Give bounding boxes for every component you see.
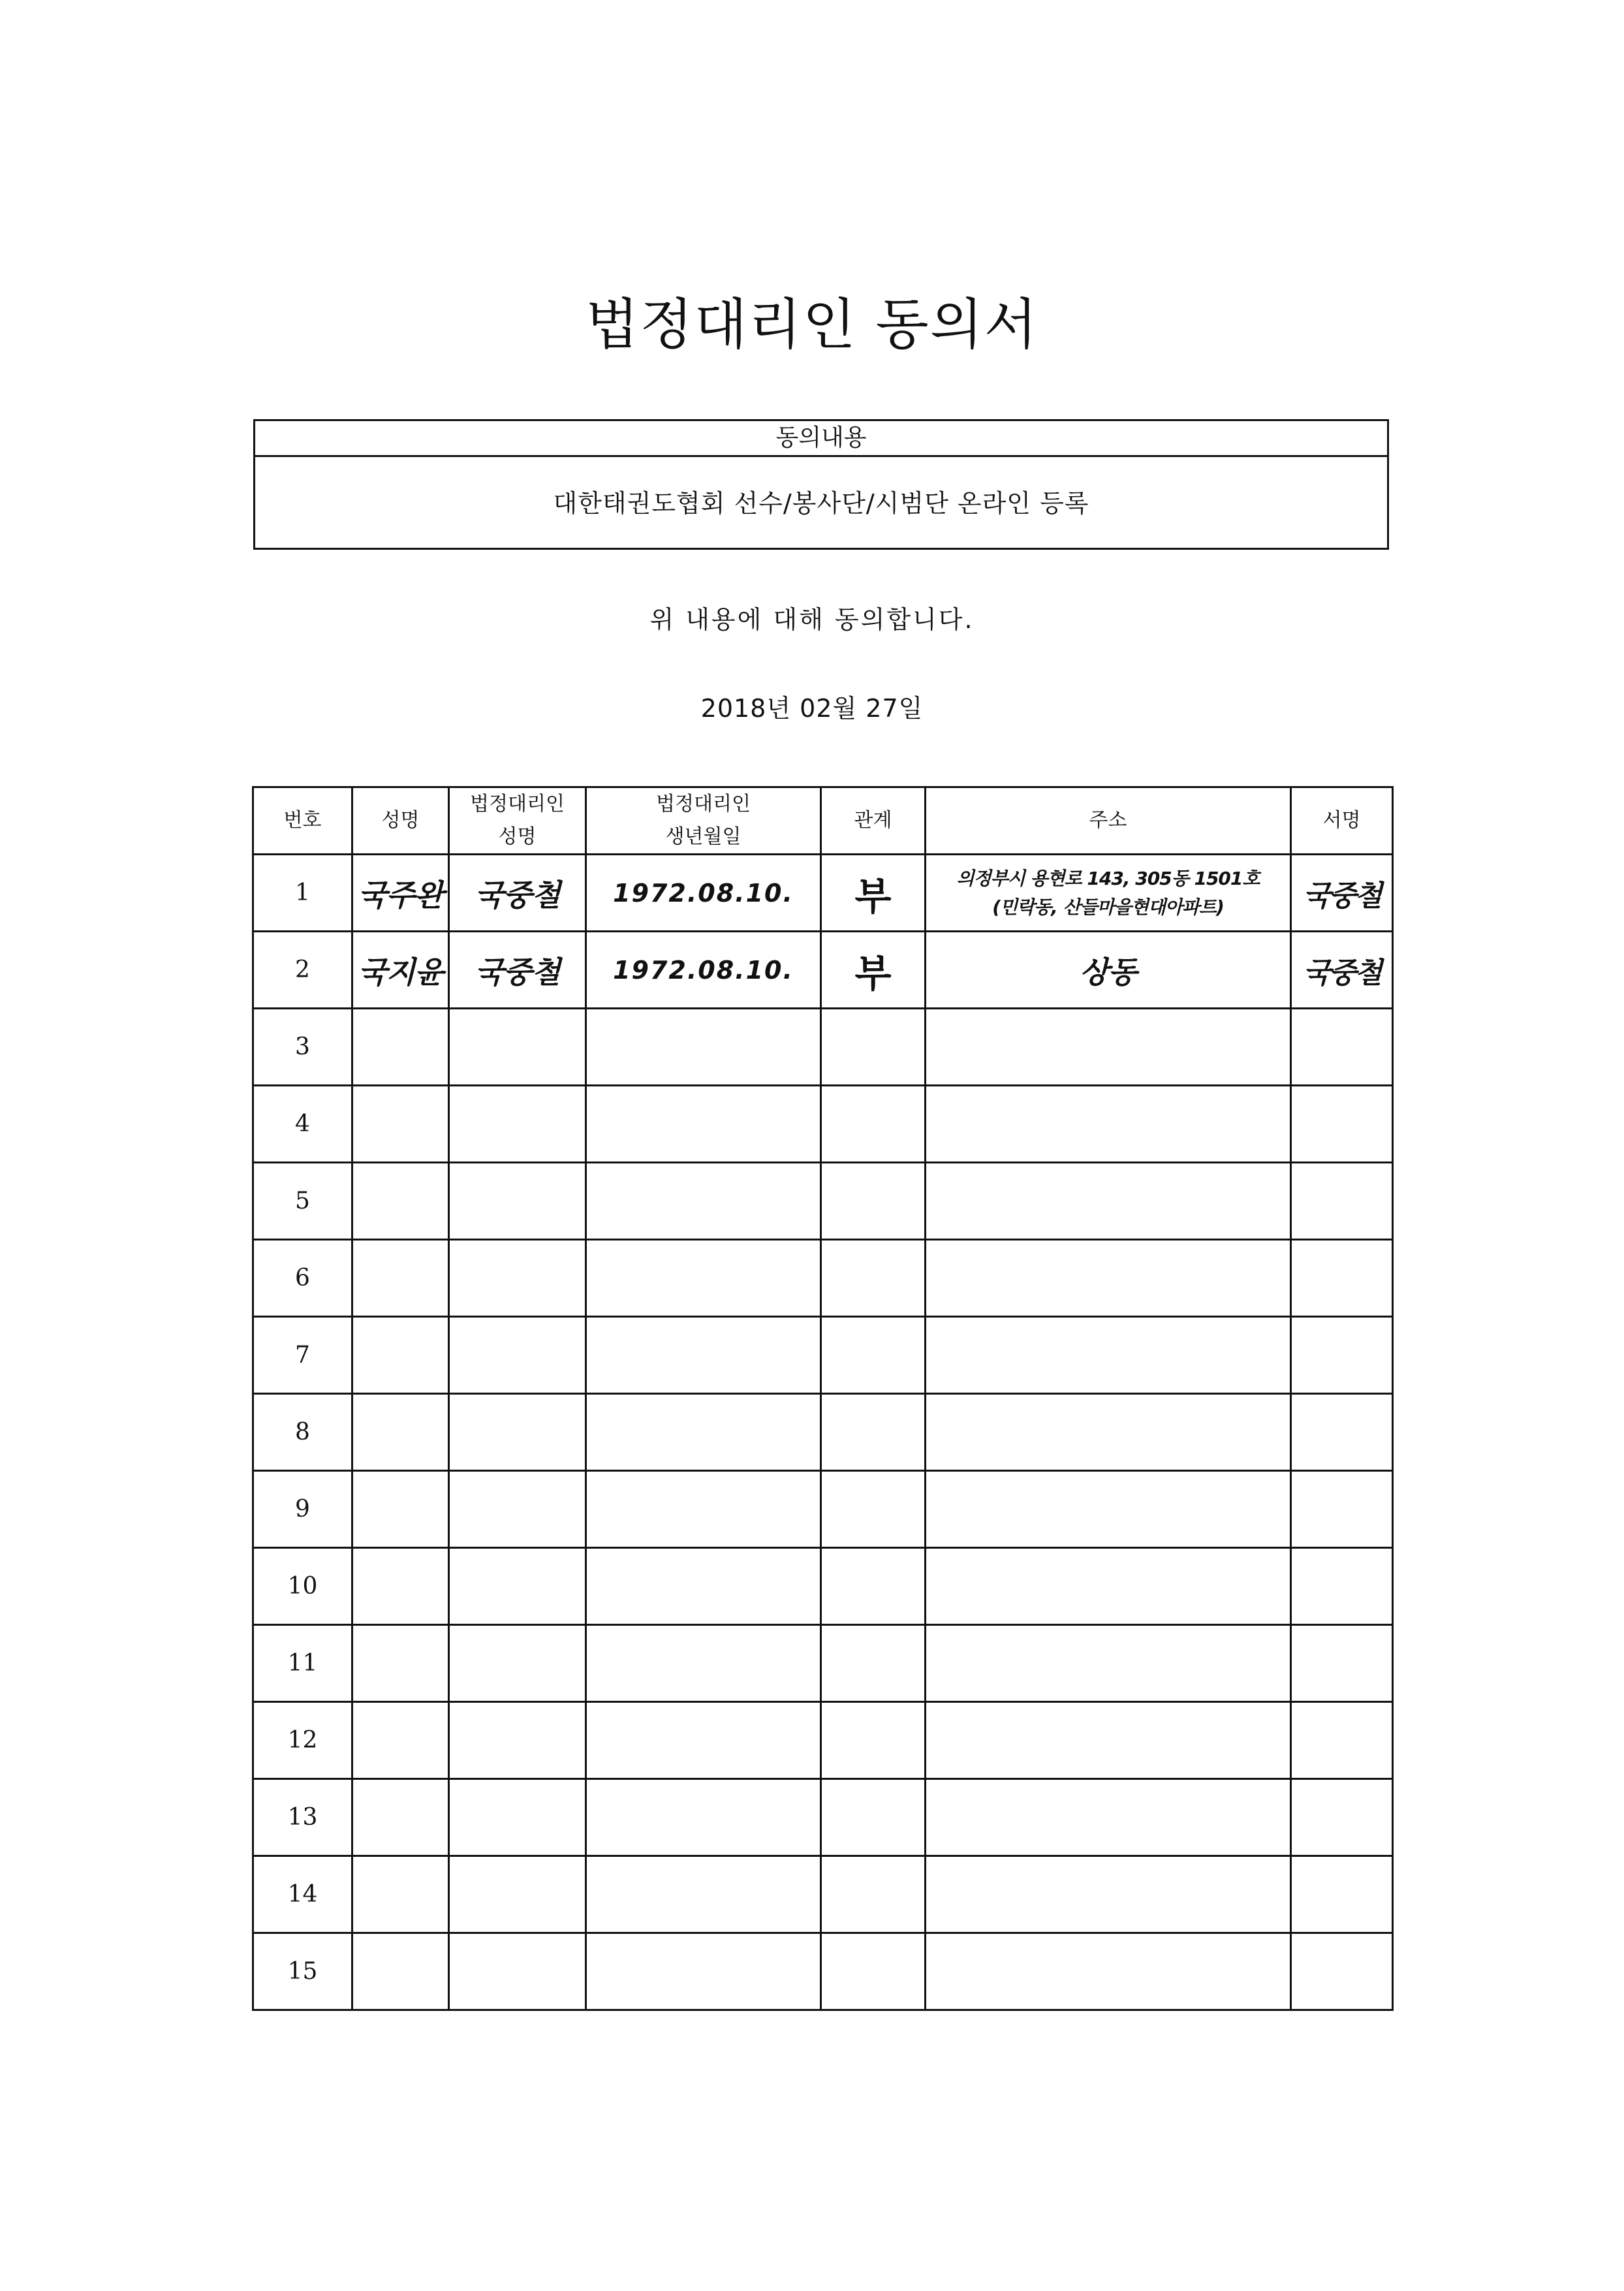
signature xyxy=(1291,1240,1393,1317)
guardian-birth-date: 1972.08.10. xyxy=(586,932,821,1009)
address-line-1: 의정부시 용현로 143, 305동 1501호 xyxy=(956,867,1260,889)
signature xyxy=(1291,1933,1393,2010)
header-relation: 관계 xyxy=(821,787,926,855)
guardian-name xyxy=(449,1471,586,1548)
student-name xyxy=(352,1009,449,1086)
table-header-row xyxy=(253,787,1393,855)
signature xyxy=(1291,1086,1393,1163)
student-name xyxy=(352,1779,449,1856)
guardian-name xyxy=(449,1856,586,1933)
student-name xyxy=(352,1317,449,1394)
header-guardian-name xyxy=(449,787,586,855)
row-number: 3 xyxy=(253,1009,352,1086)
header-no: 번호 xyxy=(253,787,352,855)
guardian-name xyxy=(449,1240,586,1317)
guardian-birth-date xyxy=(586,1317,821,1394)
row-number: 15 xyxy=(253,1933,352,2010)
guardian-name xyxy=(449,1933,586,2010)
consent-content-text: 대한태권도협회 선수/봉사단/시범단 온라인 등록 xyxy=(553,489,1089,518)
table-row xyxy=(253,1856,1393,1933)
guardian-name xyxy=(449,1086,586,1163)
signature xyxy=(1291,1163,1393,1240)
signature xyxy=(1291,1317,1393,1394)
guardian-birth-date xyxy=(586,1702,821,1779)
guardian-birth-date xyxy=(586,1009,821,1086)
relation: 부 xyxy=(821,855,926,932)
address xyxy=(926,1933,1291,2010)
guardian-name xyxy=(449,1702,586,1779)
guardian-birth-date xyxy=(586,1856,821,1933)
relation xyxy=(821,1548,926,1625)
address xyxy=(926,1625,1291,1702)
guardian-birth-date xyxy=(586,1471,821,1548)
signature xyxy=(1291,1471,1393,1548)
relation xyxy=(821,1625,926,1702)
relation xyxy=(821,1317,926,1394)
address xyxy=(926,1009,1291,1086)
guardian-birth-date xyxy=(586,1933,821,2010)
address xyxy=(926,1317,1291,1394)
signature xyxy=(1291,1625,1393,1702)
row-number: 14 xyxy=(253,1856,352,1933)
row-number: 11 xyxy=(253,1625,352,1702)
address xyxy=(926,855,1291,932)
table-row xyxy=(253,855,1393,932)
guardian-name xyxy=(449,1548,586,1625)
guardian-name xyxy=(449,1394,586,1471)
document-title: 법정대리인 동의서 xyxy=(586,292,1038,356)
relation xyxy=(821,1933,926,2010)
signature xyxy=(1291,1779,1393,1856)
signature xyxy=(1291,1009,1393,1086)
table-row xyxy=(253,1548,1393,1625)
relation xyxy=(821,1240,926,1317)
address xyxy=(926,1163,1291,1240)
table-row xyxy=(253,1317,1393,1394)
student-name xyxy=(352,1240,449,1317)
relation xyxy=(821,1086,926,1163)
row-number: 2 xyxy=(253,932,352,1009)
row-number: 8 xyxy=(253,1394,352,1471)
student-name xyxy=(352,1933,449,2010)
header-guardian-name-text: 법정대리인 성명 xyxy=(470,793,565,848)
row-number: 9 xyxy=(253,1471,352,1548)
row-number: 10 xyxy=(253,1548,352,1625)
guardian-name xyxy=(449,1625,586,1702)
student-name: 국주완 xyxy=(352,855,449,932)
student-name xyxy=(352,1086,449,1163)
guardian-name xyxy=(449,1163,586,1240)
row-number: 1 xyxy=(253,855,352,932)
table-row xyxy=(253,932,1393,1009)
guardian-birth-date xyxy=(586,1163,821,1240)
signature xyxy=(1291,1702,1393,1779)
row-number: 12 xyxy=(253,1702,352,1779)
guardian-name xyxy=(449,1779,586,1856)
address: 상동 xyxy=(926,932,1291,1009)
student-name xyxy=(352,1394,449,1471)
relation xyxy=(821,1779,926,1856)
guardian-name: 국중철 xyxy=(449,932,586,1009)
guardian-birth-date xyxy=(586,1625,821,1702)
signature xyxy=(1291,1548,1393,1625)
relation xyxy=(821,1856,926,1933)
relation xyxy=(821,1394,926,1471)
address-line-2: (민락동, 산들마을현대아파트) xyxy=(992,896,1224,918)
guardian-birth-date xyxy=(586,1394,821,1471)
student-name xyxy=(352,1471,449,1548)
table-row xyxy=(253,1471,1393,1548)
address xyxy=(926,1394,1291,1471)
student-name xyxy=(352,1625,449,1702)
table-row xyxy=(253,1163,1393,1240)
table-row xyxy=(253,1240,1393,1317)
guardian-birth-date xyxy=(586,1240,821,1317)
relation xyxy=(821,1163,926,1240)
address xyxy=(926,1779,1291,1856)
signature xyxy=(1291,1856,1393,1933)
relation xyxy=(821,1009,926,1086)
consent-date: 2018년 02월 27일 xyxy=(700,694,924,723)
table-row xyxy=(253,1702,1393,1779)
guardian-name xyxy=(449,1009,586,1086)
guardian-name: 국중철 xyxy=(449,855,586,932)
header-guardian-birth xyxy=(586,787,821,855)
header-name: 성명 xyxy=(352,787,449,855)
student-name xyxy=(352,1702,449,1779)
student-name: 국지윤 xyxy=(352,932,449,1009)
row-number: 6 xyxy=(253,1240,352,1317)
guardian-birth-date: 1972.08.10. xyxy=(586,855,821,932)
row-number: 4 xyxy=(253,1086,352,1163)
header-guardian-birth-text: 법정대리인 생년월일 xyxy=(656,793,751,848)
guardian-birth-date xyxy=(586,1779,821,1856)
consent-content-box xyxy=(253,419,1389,550)
table-row xyxy=(253,1086,1393,1163)
relation xyxy=(821,1471,926,1548)
student-name xyxy=(352,1163,449,1240)
address xyxy=(926,1471,1291,1548)
guardian-name xyxy=(449,1317,586,1394)
address xyxy=(926,1240,1291,1317)
address xyxy=(926,1702,1291,1779)
row-number: 7 xyxy=(253,1317,352,1394)
table-row xyxy=(253,1394,1393,1471)
row-number: 5 xyxy=(253,1163,352,1240)
header-signature: 서명 xyxy=(1291,787,1393,855)
student-name xyxy=(352,1548,449,1625)
table-row xyxy=(253,1779,1393,1856)
signature xyxy=(1291,1394,1393,1471)
header-address: 주소 xyxy=(926,787,1291,855)
guardian-birth-date xyxy=(586,1086,821,1163)
consent-content-header: 동의내용 xyxy=(255,421,1387,457)
relation xyxy=(821,1702,926,1779)
relation: 부 xyxy=(821,932,926,1009)
address xyxy=(926,1086,1291,1163)
address xyxy=(926,1548,1291,1625)
table-row xyxy=(253,1933,1393,2010)
agreement-statement: 위 내용에 대해 동의합니다. xyxy=(649,605,975,634)
guardian-consent-table xyxy=(252,786,1394,2011)
handwritten-signature: 국중철 xyxy=(1291,855,1393,932)
table-row xyxy=(253,1625,1393,1702)
student-name xyxy=(352,1856,449,1933)
row-number: 13 xyxy=(253,1779,352,1856)
table-row xyxy=(253,1009,1393,1086)
guardian-birth-date xyxy=(586,1548,821,1625)
address xyxy=(926,1856,1291,1933)
handwritten-signature: 국중철 xyxy=(1291,932,1393,1009)
